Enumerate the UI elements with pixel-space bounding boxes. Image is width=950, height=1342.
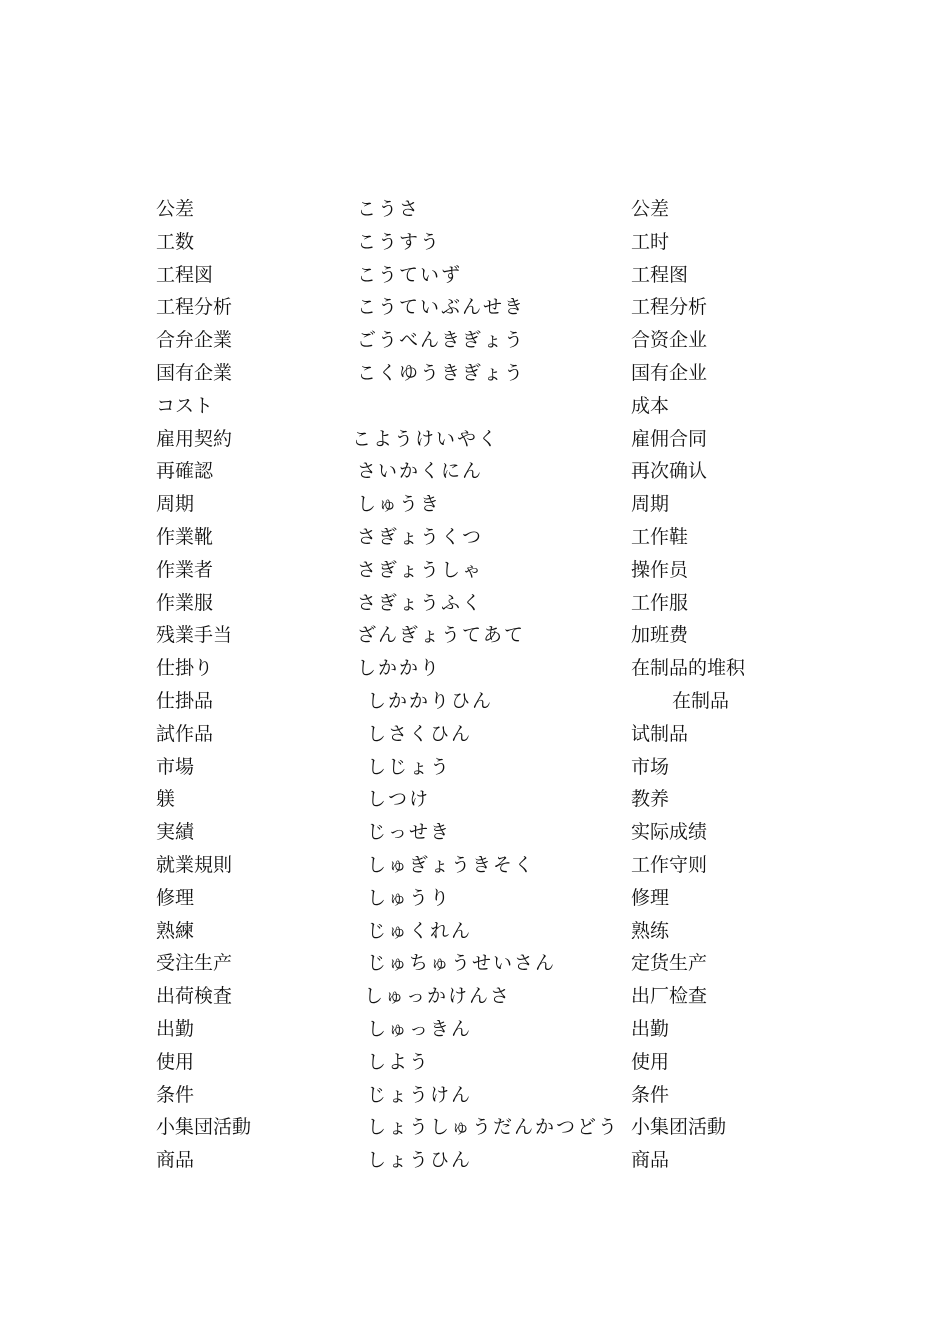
glossary-row — [0, 390, 950, 423]
kana-reading: こうていぶんせき — [357, 296, 526, 319]
japanese-term: コスト — [156, 394, 214, 417]
kana-reading: しょうひん — [367, 1149, 473, 1172]
kana-reading: しゅうり — [367, 886, 452, 909]
glossary-row — [0, 718, 950, 751]
chinese-translation: 试制品 — [631, 722, 689, 745]
glossary-row — [0, 259, 950, 292]
kana-reading: さぎょうふく — [357, 591, 484, 614]
kana-reading: ざんぎょうてあて — [357, 624, 526, 647]
kana-reading: こようけいやく — [352, 427, 500, 450]
kana-reading: こうていず — [357, 263, 463, 286]
japanese-term: 出勤 — [156, 1017, 195, 1040]
japanese-term: 就業規則 — [156, 853, 233, 876]
chinese-translation: 工程图 — [631, 263, 689, 286]
kana-reading: さぎょうくつ — [357, 525, 484, 548]
chinese-translation: 修理 — [631, 886, 670, 909]
glossary-row — [0, 783, 950, 816]
japanese-term: 修理 — [156, 886, 195, 909]
glossary-row — [0, 980, 950, 1013]
japanese-term: 周期 — [156, 493, 195, 516]
chinese-translation: 雇佣合同 — [631, 427, 708, 450]
chinese-translation: 成本 — [631, 394, 670, 417]
japanese-term: 条件 — [156, 1083, 195, 1106]
glossary-row — [0, 554, 950, 587]
kana-reading: さぎょうしゃ — [357, 558, 484, 581]
chinese-translation: 在制品 — [672, 689, 730, 712]
japanese-term: 公差 — [156, 198, 195, 220]
chinese-translation: 条件 — [631, 1083, 670, 1106]
chinese-translation: 教养 — [631, 788, 670, 811]
glossary-row — [0, 193, 950, 226]
kana-reading: こうすう — [357, 230, 442, 253]
glossary-row — [0, 455, 950, 488]
chinese-translation: 在制品的堆积 — [631, 657, 746, 680]
glossary-row — [0, 619, 950, 652]
japanese-term: 仕掛り — [156, 657, 214, 680]
chinese-translation: 工作守则 — [631, 853, 708, 876]
chinese-translation: 再次确认 — [631, 460, 708, 483]
glossary-row — [0, 587, 950, 620]
japanese-term: 国有企業 — [156, 361, 233, 384]
japanese-term: 躾 — [156, 788, 176, 811]
glossary-row — [0, 423, 950, 456]
glossary-row — [0, 1013, 950, 1046]
japanese-term: 小集団活動 — [156, 1116, 252, 1139]
chinese-translation: 实际成绩 — [631, 821, 708, 844]
kana-reading: しかかりひん — [367, 689, 494, 712]
japanese-term: 受注生产 — [156, 952, 233, 975]
chinese-translation: 工时 — [631, 230, 670, 253]
chinese-translation: 操作员 — [631, 558, 689, 581]
chinese-translation: 周期 — [631, 493, 670, 516]
glossary-list — [0, 193, 950, 1177]
japanese-term: 残業手当 — [156, 624, 233, 647]
glossary-row — [0, 488, 950, 521]
kana-reading: じゅちゅうせいさん — [367, 952, 557, 975]
glossary-row — [0, 291, 950, 324]
glossary-row — [0, 652, 950, 685]
japanese-term: 作業靴 — [156, 525, 214, 548]
chinese-translation: 市场 — [631, 755, 670, 778]
kana-reading: しゅうき — [357, 493, 442, 516]
kana-reading: しよう — [367, 1050, 431, 1073]
chinese-translation: 出厂检查 — [631, 985, 708, 1008]
japanese-term: 仕掛品 — [156, 689, 214, 712]
glossary-row — [0, 947, 950, 980]
glossary-row — [0, 1144, 950, 1177]
kana-reading: こうさ — [357, 198, 421, 220]
chinese-translation: 定货生产 — [631, 952, 708, 975]
japanese-term: 雇用契約 — [156, 427, 233, 450]
japanese-term: 作業者 — [156, 558, 214, 581]
chinese-translation: 小集团活動 — [631, 1116, 727, 1139]
chinese-translation: 国有企业 — [631, 361, 708, 384]
kana-reading: じっせき — [367, 821, 452, 844]
kana-reading: しゅぎょうきそく — [367, 853, 536, 876]
kana-reading: じゅくれん — [367, 919, 473, 942]
chinese-translation: 公差 — [631, 198, 670, 220]
kana-reading: こくゆうきぎょう — [357, 361, 526, 384]
glossary-row — [0, 685, 950, 718]
kana-reading: しさくひん — [367, 722, 473, 745]
japanese-term: 熟練 — [156, 919, 195, 942]
kana-reading: しゅっきん — [367, 1017, 473, 1040]
kana-reading: さいかくにん — [357, 460, 484, 483]
glossary-row — [0, 849, 950, 882]
japanese-term: 再確認 — [156, 460, 214, 483]
glossary-row — [0, 226, 950, 259]
japanese-term: 使用 — [156, 1050, 195, 1073]
japanese-term: 出荷検査 — [156, 985, 233, 1008]
kana-reading: しょうしゅうだんかつどう — [367, 1116, 620, 1139]
japanese-term: 工程図 — [156, 263, 214, 286]
chinese-translation: 熟练 — [631, 919, 670, 942]
japanese-term: 実績 — [156, 821, 195, 844]
chinese-translation: 商品 — [631, 1149, 670, 1172]
glossary-row — [0, 1079, 950, 1112]
kana-reading: しかかり — [357, 657, 442, 680]
glossary-row — [0, 521, 950, 554]
japanese-term: 試作品 — [156, 722, 214, 745]
japanese-term: 工程分析 — [156, 296, 233, 319]
kana-reading: しゅっかけんさ — [364, 985, 512, 1008]
glossary-row — [0, 751, 950, 784]
chinese-translation: 工作服 — [631, 591, 689, 614]
chinese-translation: 工程分析 — [631, 296, 708, 319]
japanese-term: 作業服 — [156, 591, 214, 614]
glossary-row — [0, 324, 950, 357]
japanese-term: 市場 — [156, 755, 195, 778]
chinese-translation: 加班费 — [631, 624, 689, 647]
chinese-translation: 合资企业 — [631, 329, 708, 352]
glossary-row — [0, 915, 950, 948]
glossary-row — [0, 1111, 950, 1144]
japanese-term: 合弁企業 — [156, 329, 233, 352]
kana-reading: じょうけん — [367, 1083, 473, 1106]
glossary-row — [0, 357, 950, 390]
kana-reading: しじょう — [367, 755, 452, 778]
glossary-row — [0, 882, 950, 915]
kana-reading: しつけ — [367, 788, 431, 811]
chinese-translation: 使用 — [631, 1050, 670, 1073]
japanese-term: 工数 — [156, 230, 195, 253]
chinese-translation: 工作鞋 — [631, 525, 689, 548]
japanese-term: 商品 — [156, 1149, 195, 1172]
glossary-row — [0, 1046, 950, 1079]
glossary-row — [0, 816, 950, 849]
chinese-translation: 出勤 — [631, 1017, 670, 1040]
kana-reading: ごうべんきぎょう — [357, 329, 526, 352]
